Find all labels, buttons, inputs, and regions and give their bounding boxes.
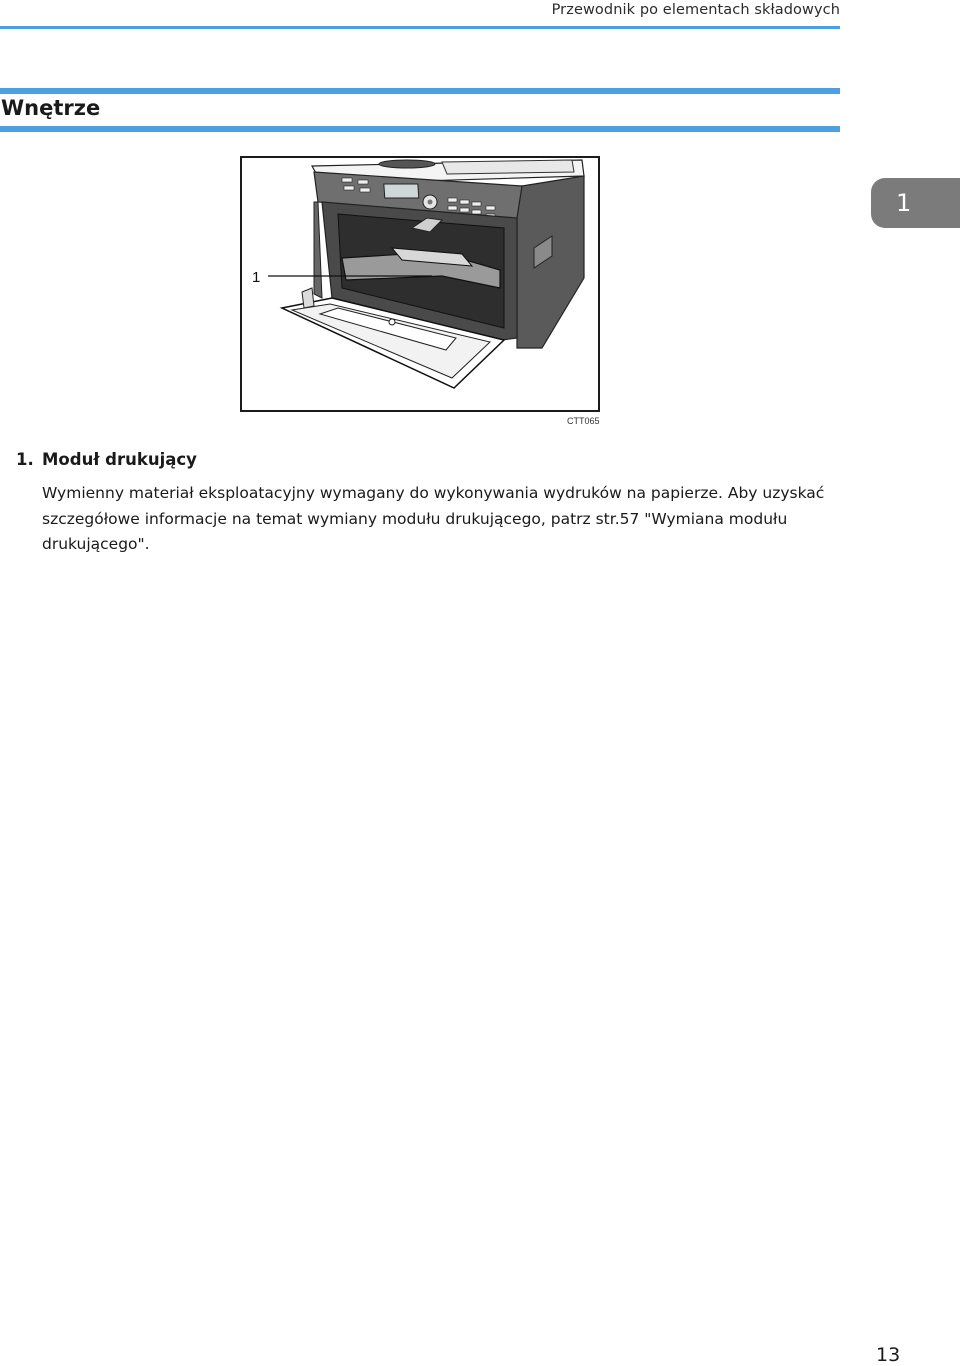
- figure-code: CTT065: [567, 416, 600, 426]
- section-rule-bottom: [0, 126, 840, 132]
- figure-callout-label: 1: [252, 269, 261, 286]
- chapter-tab-label: 1: [896, 189, 912, 217]
- page-number: 13: [876, 1344, 901, 1366]
- chapter-tab[interactable]: [871, 178, 960, 228]
- item-description: Wymienny materiał eksploatacyjny wymagany do wykonywania wydruków na papierze. Aby uzyskać szczegółowe informacje na temat wymiany modułu drukującego, patrz str.57 "Wymiana modułu drukującego".: [42, 484, 825, 553]
- running-header: Przewodnik po elementach składowych: [551, 2, 840, 18]
- item-title: [16, 450, 197, 469]
- header-rule: [0, 26, 840, 29]
- printer-illustration: [240, 156, 600, 412]
- printer-drawing: [242, 158, 598, 410]
- item-number: 1.: [16, 450, 34, 469]
- section-rule-top: [0, 88, 840, 94]
- section-title: Wnętrze: [1, 96, 101, 120]
- item-name: Moduł drukujący: [42, 450, 197, 469]
